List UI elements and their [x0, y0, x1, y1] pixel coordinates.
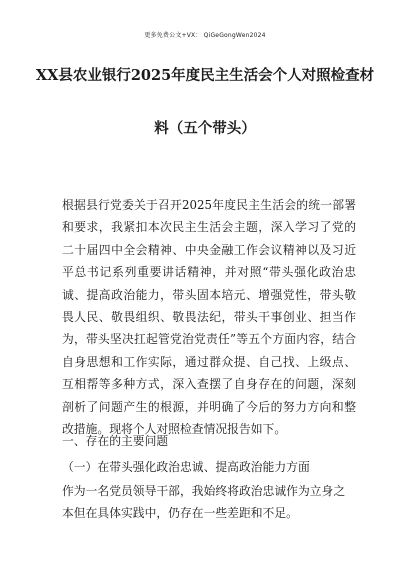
body-paragraph: 作为一名党员领导干部，我始终将政治忠诚作为立身之本但在具体实践中，仍存在一些差距和不足。: [62, 484, 346, 520]
subsection-heading: （一）在带头强化政治忠诚、提高政治能力方面: [62, 460, 310, 474]
header-note: 更多免费公文+VX： QiGeGongWen2024: [144, 32, 266, 39]
document-title-line-1: XX县农业银行2025年度民主生活会个人对照检查材: [35, 67, 375, 84]
intro-paragraph: 根据县行党委关于召开2025年度民主生活会的统一部署和要求，我紧扣本次民主生活会主题，深入学习了党的二十届四中全会精神、中央金融工作会议精神以及习近平总书记系列重要讲话精神，并对照“带头强化政治忠诚、提高政治能力，带头固本培元、增强党性，带头敬畏人民、敬畏组织、敬畏法纪，带头干事创业、担当作为，带头坚决扛起管党治党责任”等五个方面内容，结合自身思想和工作实际，通过群众提、自己找、上级点、互相帮等多种方式，深入查摆了自身存在的问题，深刻剖析了问题产生的根源，并明确了今后的努力方向和整改措施。现将个人对照检查情况报告如下。: [62, 198, 356, 437]
section-heading: 一、存在的主要问题: [62, 434, 169, 448]
document-title-line-2: 料（五个带头）: [154, 120, 256, 137]
